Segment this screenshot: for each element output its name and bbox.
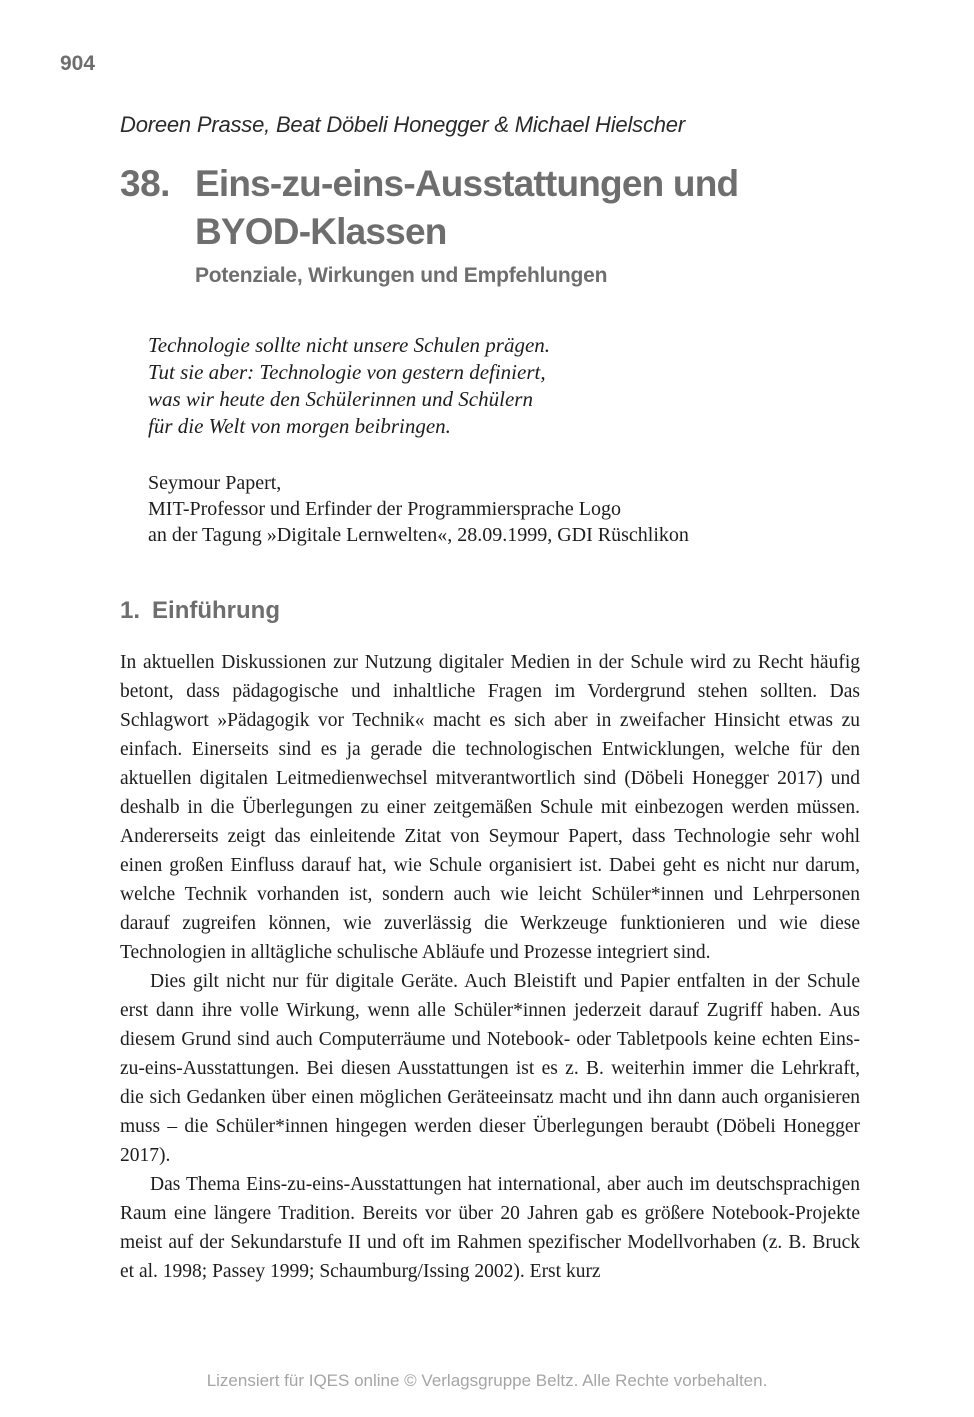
chapter-number: 38. [120, 163, 170, 204]
body-text [120, 648, 860, 1286]
paragraph-1: In aktuellen Diskussionen zur Nutzung digitaler Medien in der Schule wird zu Recht häufig betont, dass pädagogische und inhaltliche Fragen im Vordergrund stehen sollten. Das Schlagwort »Pädagogik vor Technik« macht es sich aber in zweifacher Hinsicht etwas zu einfach. Einerseits sind es ja gerade die technologischen Entwicklungen, welche für den aktuellen digitalen Leitmedienwechsel mitverantwortlich sind (Döbeli Honegger 2017) und deshalb in die Überlegungen zu einer zeitgemäßen Schule mit einbezogen werden müssen. Andererseits zeigt das einleitende Zitat von Seymour Papert, dass Technologie sehr wohl einen großen Einfluss darauf hat, wie Schule organisiert ist. Dabei geht es nicht nur darum, welche Technik vorhanden ist, sondern auch wie leicht Schüler*innen und Lehrpersonen darauf zugreifen können, wie zuverlässig die Werkzeuge funktionieren und wie diese Technologien in alltägliche schulische Abläufe und Prozesse integriert sind. [120, 652, 860, 963]
chapter-title-column [195, 160, 738, 288]
authors-line: Doreen Prasse, Beat Döbeli Honegger & Michael Hielscher [120, 112, 685, 137]
attribution-line: Seymour Papert, [148, 472, 282, 494]
chapter-subtitle: Potenziale, Wirkungen und Empfehlungen [195, 264, 608, 287]
paragraph-2: Dies gilt nicht nur für digitale Geräte. Auch Bleistift und Papier entfalten in der Schule erst dann ihre volle Wirkung, wenn alle Schüler*innen jederzeit darauf Zugriff haben. Aus diesem Grund sind auch Computerräume und Notebook- oder Tabletpools keine echten Eins-zu-eins-Ausstattungen. Bei diesen Ausstattungen ist es z. B. weiterhin immer die Lehrkraft, die sich Gedanken über einen möglichen Geräteeinsatz macht und ihn dann auch organisieren muss – die Schüler*innen hingegen werden dieser Überlegungen beraubt (Döbeli Honegger 2017). [120, 971, 860, 1166]
chapter-heading [120, 160, 900, 288]
section-title: Einführung [152, 597, 280, 624]
epigraph-quote [148, 332, 848, 440]
section-heading [120, 597, 280, 625]
section-number: 1. [120, 597, 141, 624]
chapter-title-line2: BYOD-Klassen [195, 211, 447, 252]
quote-line: was wir heute den Schülerinnen und Schülern [148, 387, 533, 411]
attribution-line: MIT-Professor und Erfinder der Programmiersprache Logo [148, 498, 622, 520]
page-number: 904 [60, 52, 96, 75]
license-footer: Lizensiert für IQES online © Verlagsgruppe Beltz. Alle Rechte vorbehalten. [206, 1371, 768, 1390]
epigraph [148, 332, 848, 548]
chapter-title-line1: Eins-zu-eins-Ausstattungen und [195, 163, 739, 204]
quote-line: Tut sie aber: Technologie von gestern definiert, [148, 360, 546, 384]
attribution-line: an der Tagung »Digitale Lernwelten«, 28.09.1999, GDI Rüschlikon [148, 524, 689, 546]
quote-line: für die Welt von morgen beibringen. [148, 414, 451, 438]
quote-line: Technologie sollte nicht unsere Schulen prägen. [148, 333, 551, 357]
chapter-title [195, 160, 738, 256]
epigraph-attribution [148, 470, 848, 548]
paragraph-3: Das Thema Eins-zu-eins-Ausstattungen hat international, aber auch im deutschsprachigen Raum eine längere Tradition. Bereits vor über 20 Jahren gab es größere Notebook-Projekte meist auf der Sekundarstufe II und oft im Rahmen spezifischer Modellvorhaben (z. B. Bruck et al. 1998; Passey 1999; Schaumburg/Issing 2002). Erst kurz [120, 1174, 860, 1282]
